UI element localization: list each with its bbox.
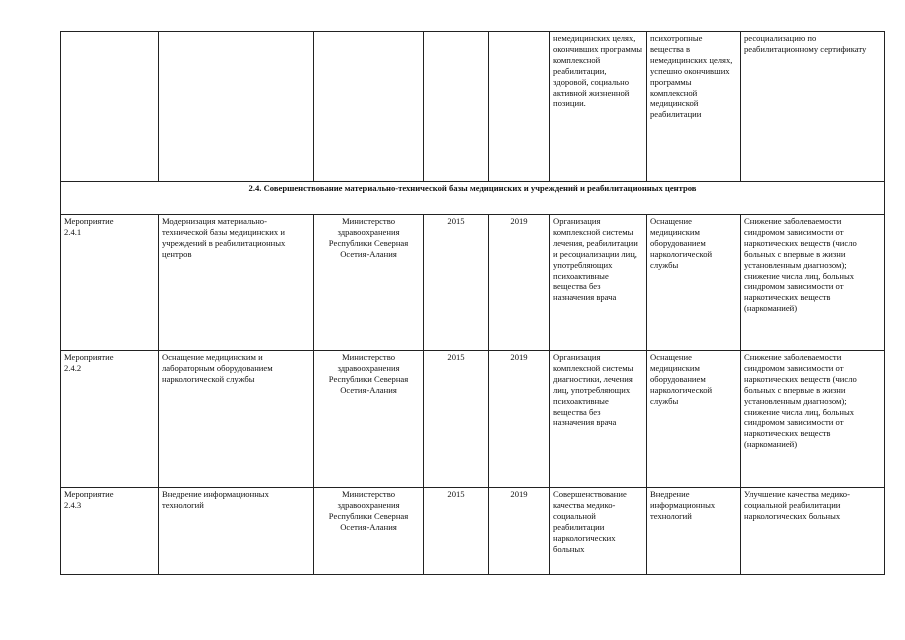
end-year-cell	[489, 32, 550, 182]
section-heading: 2.4. Совершенствование материально-технической базы медицинских и учреждений и реабилитационных центров	[61, 182, 885, 215]
content-cell: психотропные вещества в немедицинских целях, успешно окончивших программы комплексной медицинской реабилитации	[647, 32, 741, 182]
executor-cell: Министерство здравоохранения Республики Северная Осетия-Алания	[314, 215, 424, 351]
table-row	[61, 488, 885, 575]
name-cell: Модернизация материально-технической базы медицинских и учреждений в реабилитационных центров	[159, 215, 314, 351]
result-cell: немедицинских целях, окончивших программы комплексной реабилитации, здоровой, социально активной жизненной позиции.	[550, 32, 647, 182]
measure-cell: Мероприятие 2.4.3	[61, 488, 159, 575]
table-row	[61, 215, 885, 351]
start-year-cell: 2015	[424, 488, 489, 575]
result-cell: Организация комплексной системы лечения, реабилитации и ресоциализации лиц, употребляющих психоактивные вещества без назначения врача	[550, 215, 647, 351]
executor-cell: Министерство здравоохранения Республики Северная Осетия-Алания	[314, 351, 424, 488]
measure-cell: Мероприятие 2.4.2	[61, 351, 159, 488]
name-cell	[159, 32, 314, 182]
table-row	[61, 351, 885, 488]
content-cell: Оснащение медицинским оборудованием наркологической службы	[647, 351, 741, 488]
content-cell: Оснащение медицинским оборудованием наркологической службы	[647, 215, 741, 351]
section-row	[61, 182, 885, 215]
end-year-cell: 2019	[489, 488, 550, 575]
indicator-cell: Снижение заболеваемости синдромом зависимости от наркотических веществ (число больных с впервые в жизни установленным диагнозом); снижение числа лиц, больных синдромом зависимости от наркотических веществ (наркоманией)	[741, 351, 885, 488]
result-cell: Совершенствование качества медико-социальной реабилитации наркологических больных	[550, 488, 647, 575]
executor-cell: Министерство здравоохранения Республики Северная Осетия-Алания	[314, 488, 424, 575]
end-year-cell: 2019	[489, 215, 550, 351]
start-year-cell: 2015	[424, 351, 489, 488]
executor-cell	[314, 32, 424, 182]
indicator-cell: Улучшение качества медико-социальной реабилитации наркологических больных	[741, 488, 885, 575]
name-cell: Оснащение медицинским и лабораторным оборудованием наркологической службы	[159, 351, 314, 488]
program-measures-table	[60, 31, 885, 575]
start-year-cell: 2015	[424, 215, 489, 351]
measure-cell: Мероприятие 2.4.1	[61, 215, 159, 351]
measure-cell	[61, 32, 159, 182]
start-year-cell	[424, 32, 489, 182]
indicator-cell: Снижение заболеваемости синдромом зависимости от наркотических веществ (число больных с впервые в жизни установленным диагнозом); снижение числа лиц, больных синдромом зависимости от наркотических веществ (наркоманией)	[741, 215, 885, 351]
table-row	[61, 32, 885, 182]
name-cell: Внедрение информационных технологий	[159, 488, 314, 575]
indicator-cell: ресоциализацию по реабилитационному сертификату	[741, 32, 885, 182]
content-cell: Внедрение информационных технологий	[647, 488, 741, 575]
result-cell: Организация комплексной системы диагностики, лечения лиц, употребляющих психоактивные вещества без назначения врача	[550, 351, 647, 488]
end-year-cell: 2019	[489, 351, 550, 488]
